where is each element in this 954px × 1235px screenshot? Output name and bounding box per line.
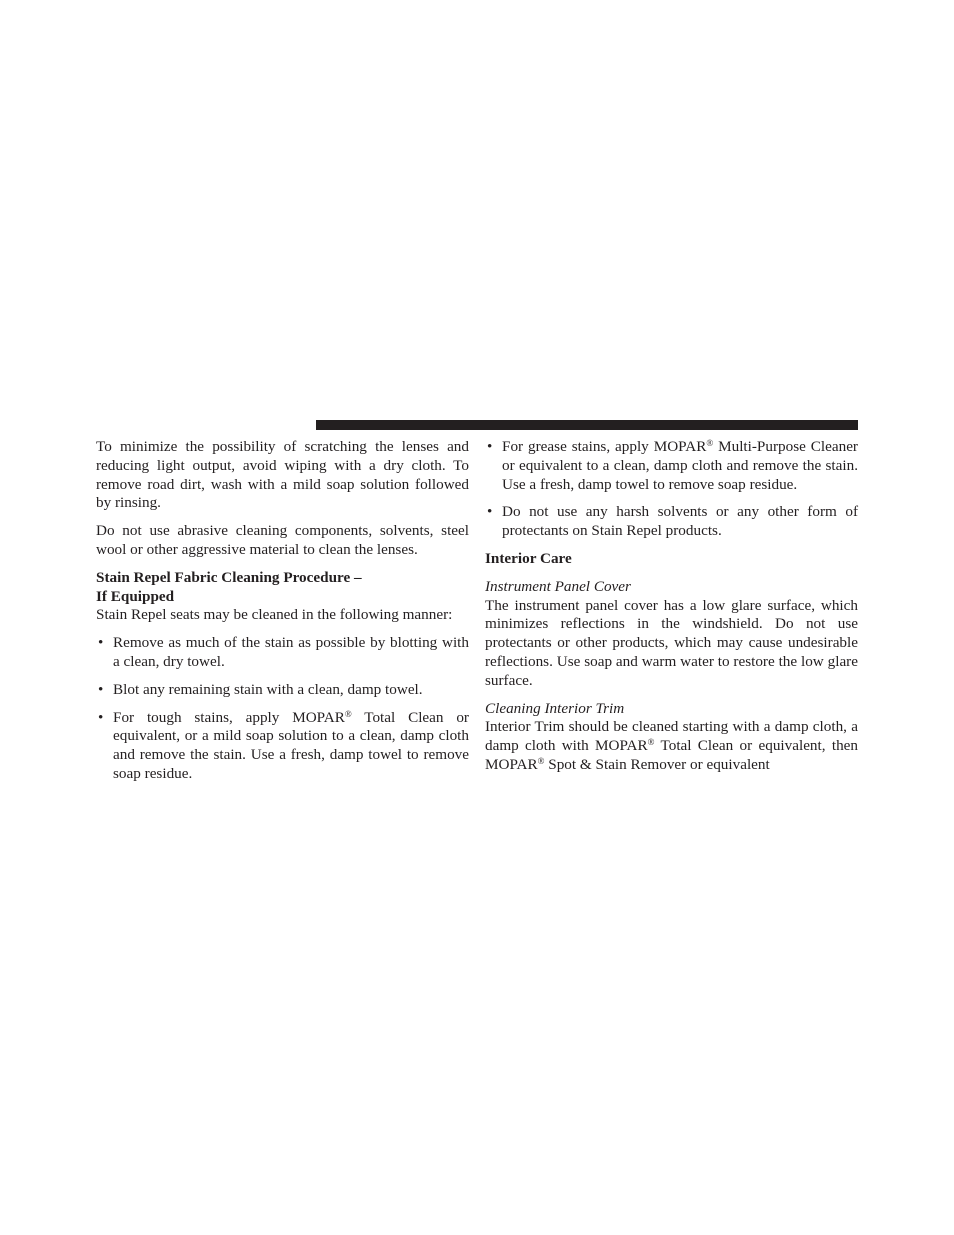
registered-mark: ®: [706, 438, 714, 448]
interior-trim-subheading: Cleaning Interior Trim: [485, 699, 625, 717]
bullet-icon: •: [98, 634, 104, 652]
stain-repel-heading: [96, 569, 469, 607]
list-item-text: Do not use any harsh solvents or any other form of protectants on Stain Repel products.: [502, 503, 858, 540]
interior-trim-paragraph: [485, 718, 858, 774]
header-rule: [316, 420, 858, 430]
list-item: [96, 709, 469, 784]
lens-cleaning-paragraph: To minimize the possibility of scratching the lenses and reducing light output, avoid wiping with a dry cloth. To remove road dirt, wash with a mild soap solution followed by rinsing.: [96, 438, 469, 512]
list-item-text-start: For tough stains, apply MOPAR: [113, 708, 345, 726]
stain-repel-list-continued: [485, 438, 858, 541]
interior-trim-text-1: Interior Trim should be cleaned starting with a damp cloth, a damp cloth with MOPAR: [485, 718, 858, 755]
left-column: [96, 438, 469, 793]
list-item-text-start: For grease stains, apply MOPAR: [502, 438, 707, 455]
interior-trim-text-2: Total Clean or equivalent, then MOPAR: [485, 737, 858, 773]
list-item-text: Remove as much of the stain as possible by blotting with a clean, dry towel.: [113, 634, 469, 670]
list-item-text-end: Total Clean or equivalent, or a mild soap solution to a clean, damp cloth and remove the stain. Use a fresh, damp towel to remove soap residue.: [113, 708, 469, 782]
list-item: [485, 438, 858, 494]
registered-mark: ®: [647, 737, 655, 748]
instrument-panel-subheading: Instrument Panel Cover: [485, 577, 631, 595]
registered-mark: ®: [344, 708, 352, 719]
interior-trim-text-3: Spot & Stain Remover or equivalent: [544, 755, 770, 773]
right-column: [485, 438, 858, 784]
abrasive-warning-paragraph: Do not use abrasive cleaning components, solvents, steel wool or other aggressive material to clean the lenses.: [96, 522, 469, 558]
list-item-text: Blot any remaining stain with a clean, damp towel.: [113, 680, 423, 698]
stain-repel-heading-line1: Stain Repel Fabric Cleaning Procedure –: [96, 568, 362, 586]
stain-repel-list: [96, 634, 469, 784]
bullet-icon: •: [487, 438, 493, 455]
bullet-icon: •: [98, 708, 104, 726]
instrument-panel-paragraph: The instrument panel cover has a low glare surface, which minimizes reflections in the windshield. Do not use protectants or other products, which may cause undesirable reflections. Use soap and warm water to restore the low glare surface.: [485, 596, 858, 689]
bullet-icon: •: [98, 680, 104, 698]
interior-care-heading: Interior Care: [485, 549, 572, 567]
list-item-text-end: Multi-Purpose Cleaner or equivalent to a clean, damp cloth and remove the stain. Use a fresh, damp towel to remove soap residue.: [502, 438, 858, 493]
registered-mark: ®: [537, 755, 545, 766]
stain-repel-intro: Stain Repel seats may be cleaned in the following manner:: [96, 606, 453, 624]
bullet-icon: •: [487, 503, 493, 521]
list-item: [485, 503, 858, 541]
list-item: [96, 634, 469, 672]
stain-repel-heading-line2: If Equipped: [96, 587, 175, 605]
list-item: [96, 681, 469, 700]
